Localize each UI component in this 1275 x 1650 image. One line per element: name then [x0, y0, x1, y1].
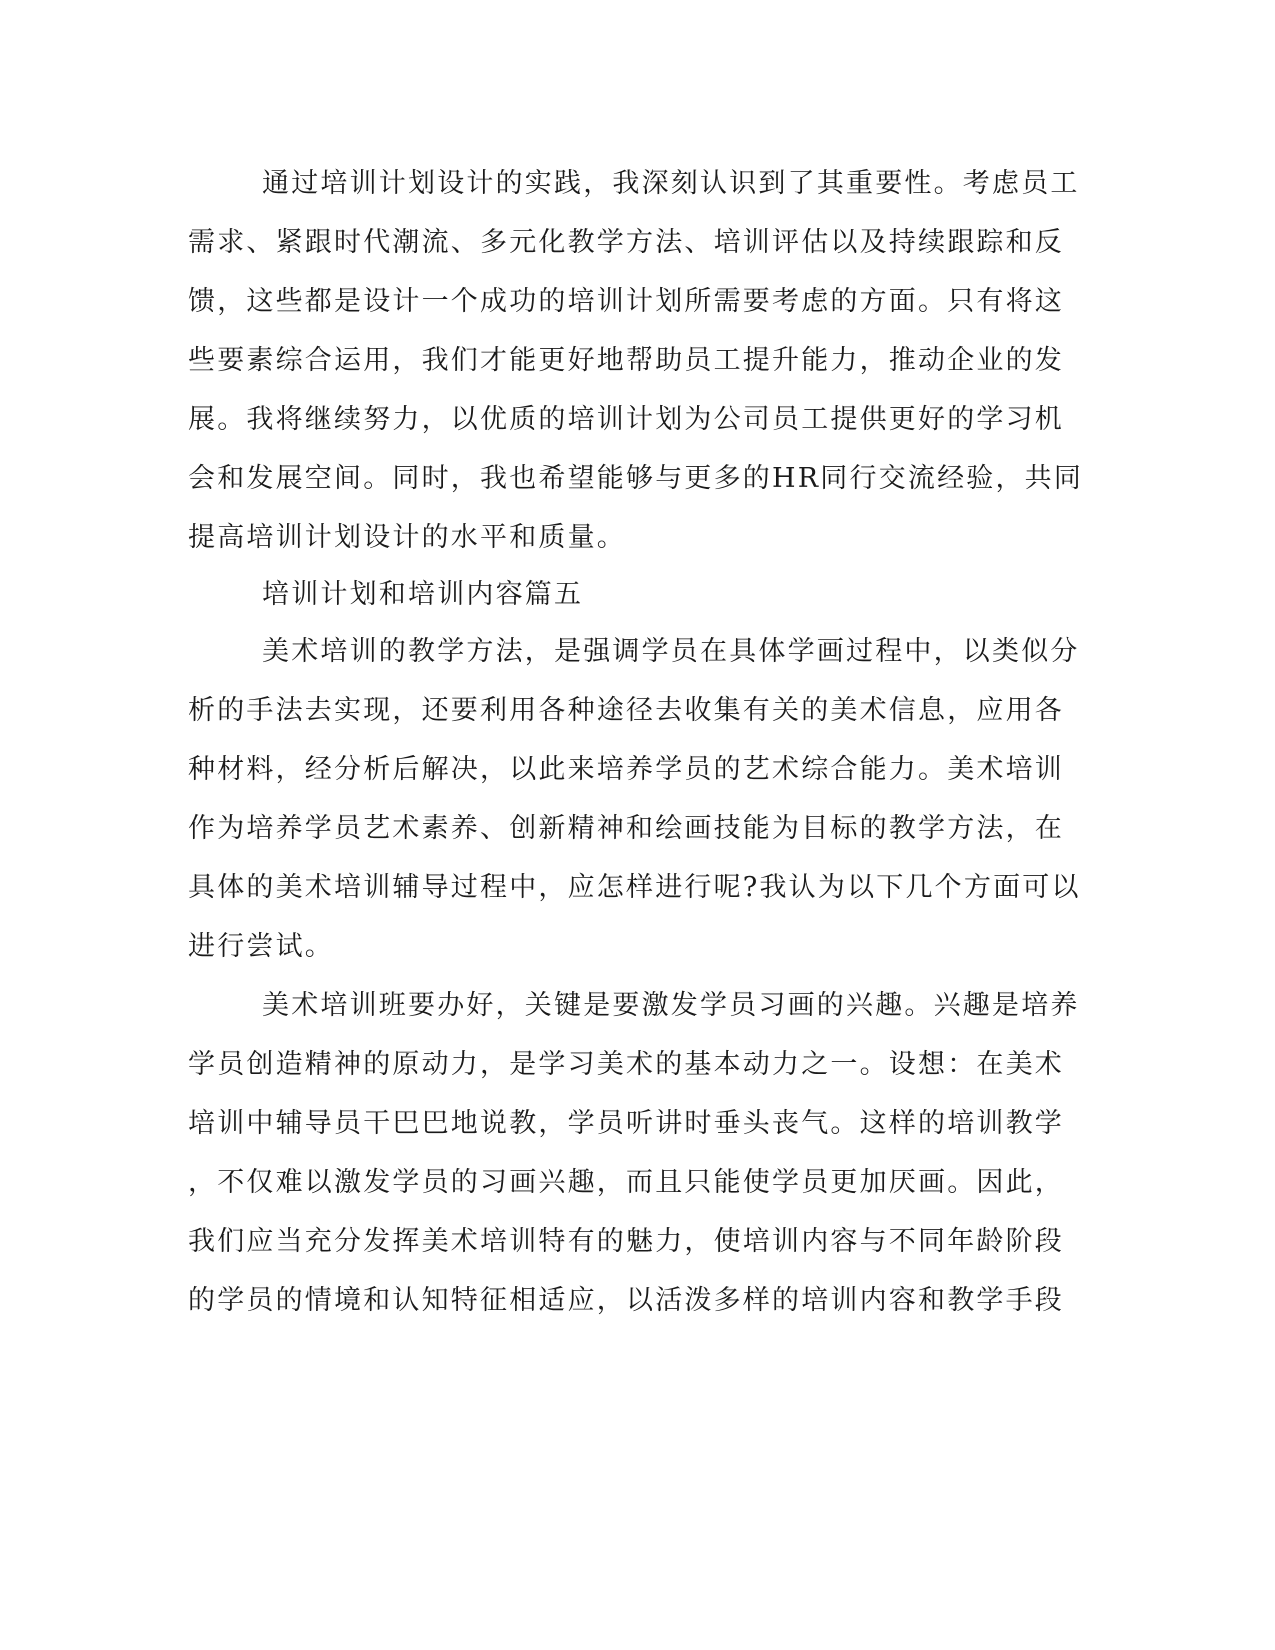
- paragraph-2-line-1: 美术培训的教学方法，是强调学员在具体学画过程中，以类似分: [262, 636, 1080, 667]
- paragraph-2-line-5: 具体的美术培训辅导过程中，应怎样进行呢?我认为以下几个方面可以: [188, 872, 1081, 903]
- paragraph-2-line-3: 种材料，经分析后解决，以此来培养学员的艺术综合能力。美术培训: [188, 754, 1064, 785]
- paragraph-3-line-3: 培训中辅导员干巴巴地说教，学员听讲时垂头丧气。这样的培训教学: [188, 1108, 1064, 1139]
- paragraph-1-line-3: 馈，这些都是设计一个成功的培训计划所需要考虑的方面。只有将这: [188, 286, 1064, 317]
- paragraph-3-line-1: 美术培训班要办好，关键是要激发学员习画的兴趣。兴趣是培养: [262, 990, 1080, 1021]
- paragraph-3-line-2: 学员创造精神的原动力，是学习美术的基本动力之一。设想：在美术: [188, 1049, 1064, 1080]
- paragraph-1-line-5: 展。我将继续努力，以优质的培训计划为公司员工提供更好的学习机: [188, 404, 1064, 435]
- section-heading: 培训计划和培训内容篇五: [262, 579, 584, 610]
- paragraph-3-line-4: ，不仅难以激发学员的习画兴趣，而且只能使学员更加厌画。因此，: [188, 1167, 1064, 1198]
- paragraph-1-line-7: 提高培训计划设计的水平和质量。: [188, 522, 626, 553]
- paragraph-1-line-1: 通过培训计划设计的实践，我深刻认识到了其重要性。考虑员工: [262, 168, 1080, 199]
- paragraph-1-line-2: 需求、紧跟时代潮流、多元化教学方法、培训评估以及持续跟踪和反: [188, 227, 1064, 258]
- paragraph-3-line-5: 我们应当充分发挥美术培训特有的魅力，使培训内容与不同年龄阶段: [188, 1226, 1064, 1257]
- paragraph-1-line-4: 些要素综合运用，我们才能更好地帮助员工提升能力，推动企业的发: [188, 345, 1064, 376]
- paragraph-2-line-2: 析的手法去实现，还要利用各种途径去收集有关的美术信息，应用各: [188, 695, 1064, 726]
- paragraph-2-line-4: 作为培养学员艺术素养、创新精神和绘画技能为目标的教学方法，在: [188, 813, 1064, 844]
- paragraph-3-line-6: 的学员的情境和认知特征相适应，以活泼多样的培训内容和教学手段: [188, 1285, 1064, 1316]
- paragraph-1-line-6: 会和发展空间。同时，我也希望能够与更多的HR同行交流经验，共同: [188, 463, 1084, 494]
- paragraph-2-line-6: 进行尝试。: [188, 931, 334, 962]
